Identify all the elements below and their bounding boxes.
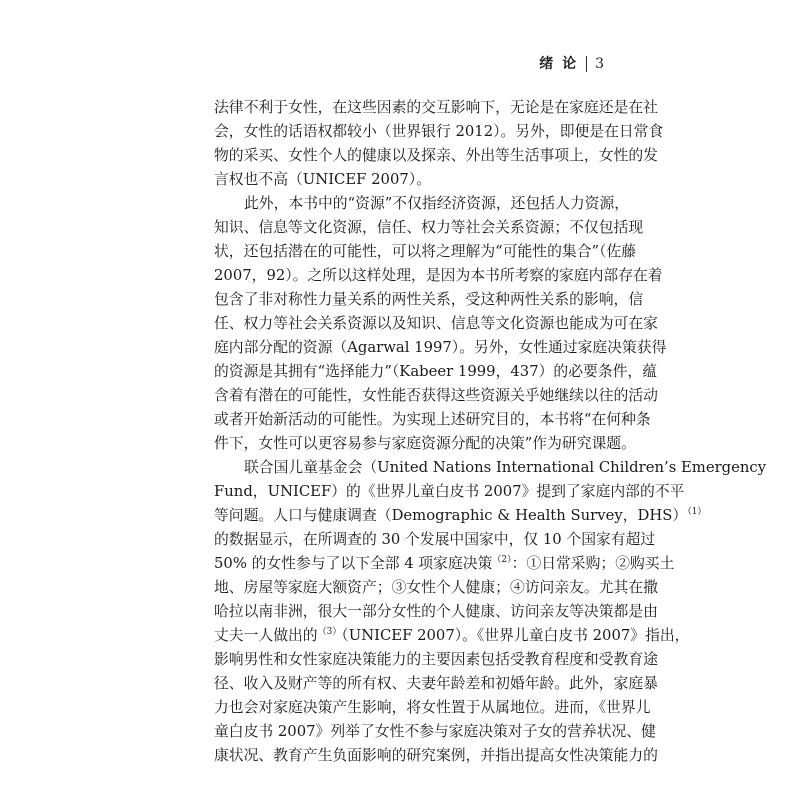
text-line: 法律不利于女性，在这些因素的交互影响下，无论是在家庭还是在社 (214, 99, 658, 116)
text-line: 影响男性和女性家庭决策能力的主要因素包括受教育程度和受教育途 (214, 651, 658, 668)
chapter-title: 绪 论 (539, 56, 579, 72)
text-line: 或者开始新活动的可能性。为实现上述研究目的，本书将“在何种条 (214, 411, 651, 428)
text-line (214, 624, 690, 648)
text-line: 径、收入及财产等的所有权、夫妻年龄差和初婚年龄。此外，家庭暴 (214, 675, 658, 692)
running-head (539, 56, 604, 72)
paragraph-2 (214, 192, 667, 456)
text-line: 2007，92）。之所以这样处理，是因为本书所考察的家庭内部存在着 (214, 267, 663, 284)
line-text-tail: ：①日常采购；②购买土 (511, 555, 675, 572)
footnote-marker: （3） (317, 627, 342, 638)
text-line: 庭内部分配的资源（Agarwal 1997）。另外，女性通过家庭决策获得 (214, 339, 667, 356)
text-line: 哈拉以南非洲，很大一部分女性的个人健康、访问亲友等决策都是由 (214, 603, 658, 620)
text-line: 知识、信息等文化资源，信任、权力等社会关系资源；不仅包括现 (214, 219, 644, 236)
body-text (214, 96, 767, 768)
text-line: 会，女性的话语权都较小（世界银行 2012）。另外，即便是在日常食 (214, 123, 664, 140)
text-line: 康状况、教育产生负面影响的研究案例，并指出提高女性决策能力的 (214, 747, 658, 764)
header-divider (586, 56, 587, 72)
line-text: 50% 的女性参与了以下全部 4 项家庭决策 (214, 555, 493, 572)
text-line: 地、房屋等家庭大额资产；③女性个人健康；④访问亲友。尤其在撒 (214, 579, 658, 596)
text-line: 此外，本书中的“资源”不仅指经济资源，还包括人力资源， (244, 195, 630, 212)
text-line: 的数据显示，在所调查的 30 个发展中国家中，仅 10 个国家有超过 (214, 531, 656, 548)
text-line (214, 504, 707, 528)
text-line: 含着有潜在的可能性，女性能否获得这些资源关乎她继续以往的活动 (214, 387, 658, 404)
text-line: 物的采买、女性个人的健康以及探亲、外出等生活事项上，女性的发 (214, 147, 658, 164)
paragraph-1 (214, 96, 664, 192)
text-line: Fund，UNICEF）的《世界儿童白皮书 2007》提到了家庭内部的不平 (214, 483, 685, 500)
text-line: 言权也不高（UNICEF 2007）。 (214, 171, 431, 188)
text-line: 童白皮书 2007》列举了女性不参与家庭决策对子女的营养状况、健 (214, 723, 656, 740)
footnote-marker: （1） (687, 507, 707, 518)
line-text: 等问题。人口与健康调查（Demographic & Health Survey，DHS） (214, 507, 688, 524)
text-line: 的资源是其拥有“选择能力”（Kabeer 1999，437）的必要条件，蕴 (214, 363, 658, 380)
page-number: 3 (595, 56, 604, 72)
text-line: 状，还包括潜在的可能性，可以将之理解为“可能性的集合”（佐藤 (214, 243, 637, 260)
line-text: 丈夫一人做出的 (214, 627, 318, 644)
text-line: 任、权力等社会关系资源以及知识、信息等文化资源也能成为可在家 (214, 315, 658, 332)
line-text-tail: （UNICEF 2007）。《世界儿童白皮书 2007》指出， (341, 627, 690, 644)
text-line: 包含了非对称性力量关系的两性关系，受这种两性关系的影响，信 (214, 291, 644, 308)
footnote-marker: （2） (492, 555, 512, 566)
text-line: 件下，女性可以更容易参与家庭资源分配的决策”作为研究课题。 (214, 435, 636, 452)
text-line: 力也会对家庭决策产生影响，将女性置于从属地位。进而，《世界儿 (214, 699, 651, 716)
paragraph-3 (214, 456, 767, 768)
text-line: 联合国儿童基金会（United Nations International Children’s Emergency (244, 459, 767, 476)
text-line (214, 552, 675, 576)
